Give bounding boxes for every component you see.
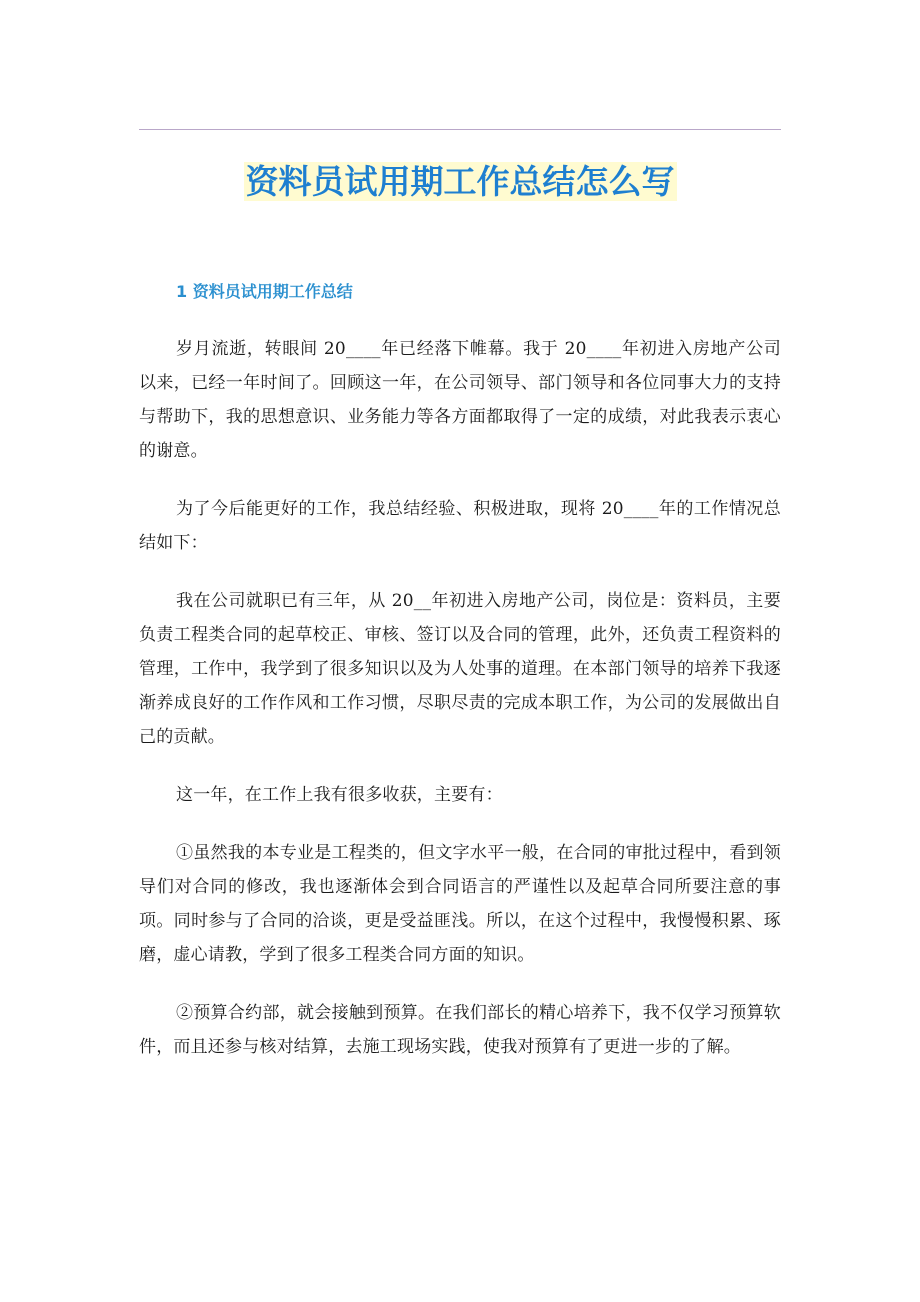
document-body <box>139 332 781 1088</box>
paragraph: 岁月流逝，转眼间 20____年已经落下帷幕。我于 20____年初进入房地产公司以来，已经一年时间了。回顾这一年，在公司领导、部门领导和各位同事大力的支持与帮助下，我的思想意识、业务能力等各方面都取得了一定的成绩，对此我表示衷心的谢意。 <box>139 339 781 461</box>
document-title <box>0 158 920 206</box>
paragraph: 我在公司就职已有三年，从 20__年初进入房地产公司，岗位是：资料员，主要负责工程类合同的起草校正、审核、签订以及合同的管理，此外，还负责工程资料的管理，工作中，我学到了很多知识以及为人处事的道理。在本部门领导的培养下我逐渐养成良好的工作作风和工作习惯，尽职尽责的完成本职工作，为公司的发展做出自己的贡献。 <box>139 591 781 747</box>
paragraph: ①虽然我的本专业是工程类的，但文字水平一般，在合同的审批过程中，看到领导们对合同的修改，我也逐渐体会到合同语言的严谨性以及起草合同所要注意的事项。同时参与了合同的洽谈，更是受益匪浅。所以，在这个过程中，我慢慢积累、琢磨，虚心请教，学到了很多工程类合同方面的知识。 <box>139 843 781 965</box>
section-heading: 1 资料员试用期工作总结 <box>176 282 353 301</box>
paragraph: 这一年，在工作上我有很多收获，主要有： <box>176 785 503 805</box>
paragraph: 为了今后能更好的工作，我总结经验、积极进取，现将 20____年的工作情况总结如下： <box>139 499 781 553</box>
header-divider <box>139 129 781 130</box>
paragraph: ②预算合约部，就会接触到预算。在我们部长的精心培养下，我不仅学习预算软件，而且还参与核对结算，去施工现场实践，使我对预算有了更进一步的了解。 <box>139 1003 781 1057</box>
document-title-text: 资料员试用期工作总结怎么写 <box>245 162 675 201</box>
